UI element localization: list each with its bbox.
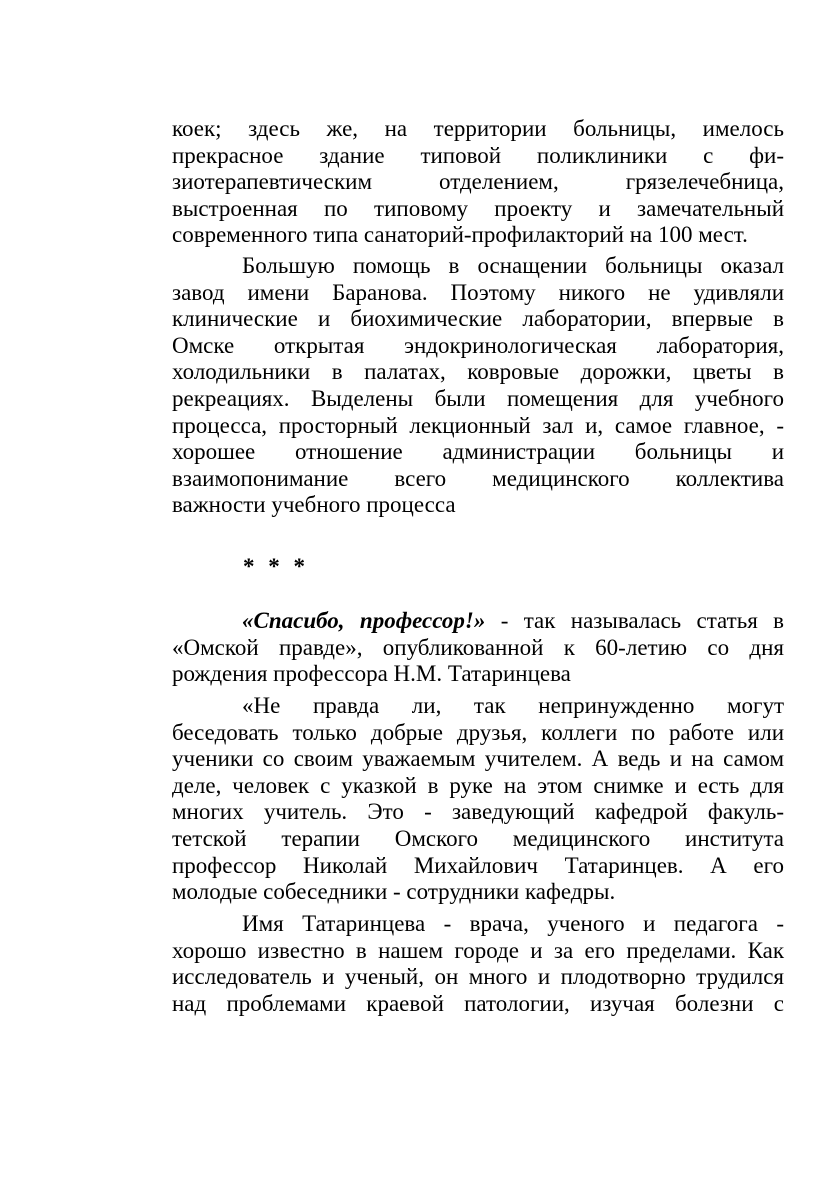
text-line: над проблемами краевой патологии, изучая болезни с: [172, 990, 784, 1016]
text-line: рождения профессора Н.М. Татаринцева: [172, 661, 571, 687]
paragraph-quote-colleagues: [172, 693, 784, 906]
text-line: холодильники в палатах, ковровые дорожки, цветы в: [172, 359, 784, 385]
article-title: «Спасибо, профессор!»: [242, 608, 486, 633]
text-line: хорошо известно в нашем городе и за его пределами. Как: [172, 937, 784, 963]
text-line: «Не правда ли, так непринужденно могут: [242, 693, 784, 718]
text-line: многих учитель. Это - заведующий кафедрой факуль-: [172, 799, 784, 825]
paragraph-tatarintsev-name: [172, 911, 784, 1017]
text-line: современного типа санаторий-профилакторий на 100 мест.: [172, 222, 748, 248]
text-line: тетской терапии Омского медицинского института: [172, 825, 784, 851]
text-line: беседовать только добрые друзья, коллеги по работе или: [172, 719, 784, 745]
paragraph-hospital-facilities: [172, 116, 784, 249]
text-line: ученики со своим уважаемым учителем. А ведь и на самом: [172, 746, 784, 772]
text-line: [172, 608, 784, 635]
text-line: зиотерапевтическим отделением, грязелечебница,: [172, 169, 784, 195]
text-line: молодые собеседники - сотрудники кафедры.: [172, 879, 616, 905]
text-fragment: - так называлась статья в: [485, 608, 784, 633]
text-line: Омске открытая эндокринологическая лаборатория,: [172, 332, 784, 358]
paragraph-article-title: [172, 608, 784, 688]
text-line: важности учебного процесса: [172, 492, 456, 518]
text-line: Большую помощь в оснащении больницы оказал: [242, 253, 784, 278]
text-line: клинические и биохимические лаборатории, впервые в: [172, 306, 784, 332]
text-line: профессор Николай Михайлович Татаринцев. А его: [172, 852, 784, 878]
text-line: рекреациях. Выделены были помещения для учебного: [172, 385, 784, 411]
text-line: завод имени Баранова. Поэтому никого не удивляли: [172, 279, 784, 305]
text-line: прекрасное здание типовой поликлиники с фи-: [172, 142, 784, 168]
section-separator: * * *: [243, 554, 309, 579]
text-line: взаимопонимание всего медицинского коллектива: [172, 465, 784, 491]
text-line: Имя Татаринцева - врача, ученого и педагога -: [242, 911, 784, 936]
text-line: коек; здесь же, на территории больницы, имелось: [172, 116, 784, 141]
text-line: исследователь и ученый, он много и плодотворно трудился: [172, 964, 784, 990]
text-line: выстроенная по типовому проекту и замечательный: [172, 195, 784, 221]
text-line: хорошее отношение администрации больницы и: [172, 439, 784, 465]
text-line: «Омской правде», опубликованной к 60-летию со дня: [172, 634, 784, 660]
paragraph-baranov-plant-help: [172, 253, 784, 519]
text-line: процесса, просторный лекционный зал и, самое главное, -: [172, 412, 784, 438]
text-line: деле, человек с указкой в руке на этом снимке и есть для: [172, 772, 784, 798]
